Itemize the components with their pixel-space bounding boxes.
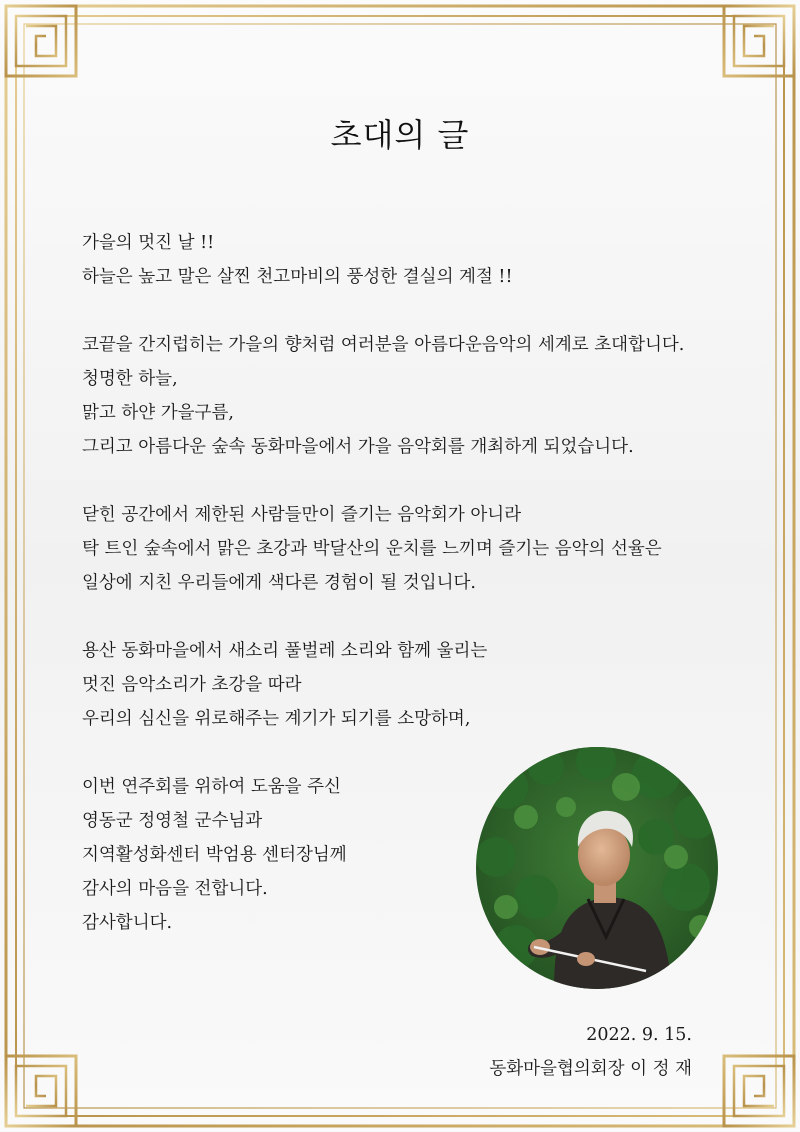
paragraph-1 bbox=[82, 226, 742, 294]
paragraph-4 bbox=[82, 634, 742, 736]
portrait-photo bbox=[476, 747, 718, 989]
corner-ornament-top-right bbox=[724, 6, 794, 76]
text-line: 그리고 아름다운 숲속 동화마을에서 가을 음악회를 개최하게 되었습니다. bbox=[82, 437, 634, 457]
text-line: 용산 동화마을에서 새소리 풀벌레 소리와 함께 울리는 bbox=[82, 641, 488, 661]
text-line: 가을의 멋진 날 !! bbox=[82, 233, 215, 253]
page-title: 초대의 글 bbox=[330, 116, 470, 154]
text-line: 코끝을 간지럽히는 가을의 향처럼 여러분을 아름다운음악의 세계로 초대합니다. bbox=[82, 335, 685, 355]
paragraph-3 bbox=[82, 498, 742, 600]
corner-ornament-top-left bbox=[6, 6, 76, 76]
corner-ornament-bottom-right bbox=[724, 1056, 794, 1126]
text-line: 감사합니다. bbox=[82, 913, 173, 933]
paragraph-2 bbox=[82, 328, 742, 464]
text-line: 맑고 하얀 가을구름, bbox=[82, 403, 234, 423]
signatory: 동화마을협의회장 이 정 재 bbox=[489, 1059, 692, 1079]
text-line: 우리의 심신을 위로해주는 계기가 되기를 소망하며, bbox=[82, 709, 471, 729]
text-line: 이번 연주회를 위하여 도움을 주신 bbox=[82, 777, 341, 797]
text-line: 탁 트인 숲속에서 맑은 초강과 박달산의 운치를 느끼며 즐기는 음악의 선율은 bbox=[82, 539, 662, 559]
corner-ornament-bottom-left bbox=[6, 1056, 76, 1126]
text-line: 영동군 정영철 군수님과 bbox=[82, 811, 263, 831]
text-line: 지역활성화센터 박엄용 센터장님께 bbox=[82, 845, 347, 865]
text-line: 청명한 하늘, bbox=[82, 369, 178, 389]
text-line: 일상에 지친 우리들에게 색다른 경험이 될 것입니다. bbox=[82, 573, 476, 593]
letter-date: 2022. 9. 15. bbox=[586, 1025, 692, 1045]
text-line: 하늘은 높고 말은 살찐 천고마비의 풍성한 결실의 계절 !! bbox=[82, 267, 513, 287]
signature-block bbox=[489, 1018, 692, 1086]
text-line: 닫힌 공간에서 제한된 사람들만이 즐기는 음악회가 아니라 bbox=[82, 505, 522, 525]
text-line: 감사의 마음을 전합니다. bbox=[82, 879, 268, 899]
text-line: 멋진 음악소리가 초강을 따라 bbox=[82, 675, 302, 695]
